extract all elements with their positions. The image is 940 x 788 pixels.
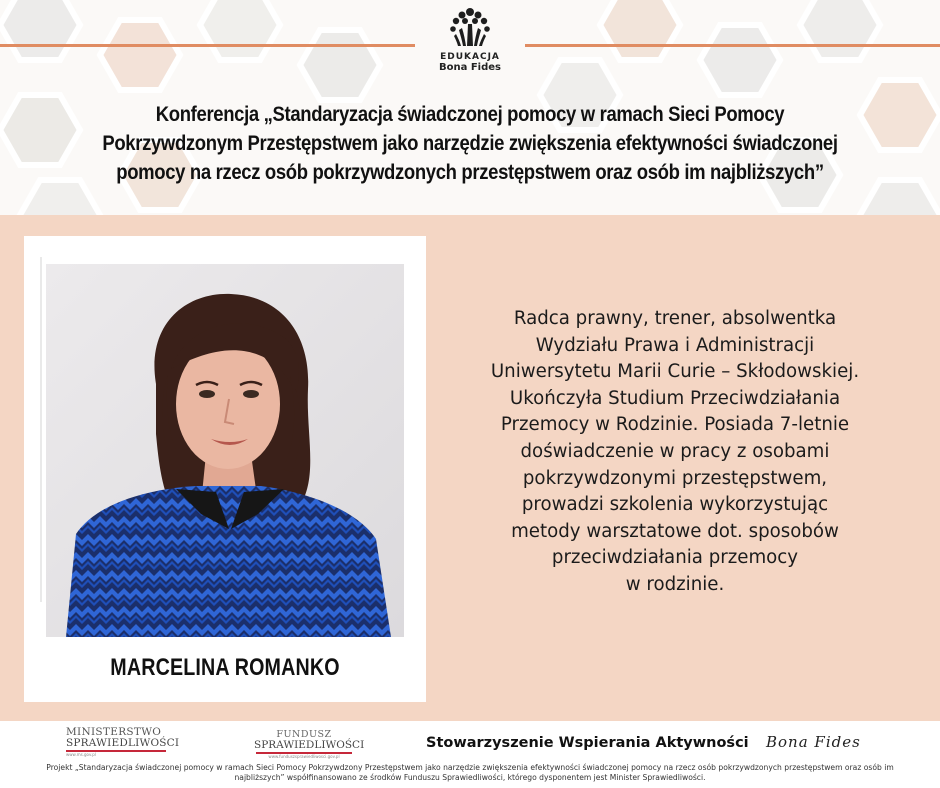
fund-line1: FUNDUSZ: [276, 729, 332, 740]
bio-line: pokrzywdzonymi przestępstwem,: [522, 467, 828, 489]
organization-script-logo: Bona Fides: [766, 733, 861, 751]
bio-line: Wydziału Prawa i Administracji: [535, 334, 815, 356]
card-divider: [40, 257, 42, 602]
ministry-line2: SPRAWIEDLIWOŚCI: [66, 737, 180, 749]
funding-legal-note: Projekt „Standaryzacja świadczonej pomocy w ramach Sieci Pomocy Pokrzywdzony Przestępstwem jako narzędzie zwiększenia efektywności świadczonej pomocy na rzecz osób pokrzywdzonych przestępstwem oraz osób im najbliższych” współfinansowano ze środków Funduszu Sprawiedliwości, którego dysponentem jest Minister Sprawiedliwości.: [46, 763, 894, 782]
fund-line2: SPRAWIEDLIWOŚCI: [254, 739, 365, 751]
bio-line: w rodzinie.: [625, 573, 725, 595]
bio-line: Uniwersytetu Marii Curie – Skłodowskiej.: [490, 361, 860, 383]
logo-line2: Bona Fides: [439, 62, 501, 73]
fund-url: www.funduszsprawiedliwosci.gov.pl: [268, 753, 340, 759]
edukacja-bona-fides-logo: [436, 6, 504, 73]
ministry-url: www.ms.gov.pl: [66, 752, 96, 757]
speaker-portrait-photo: [46, 264, 404, 637]
bio-line: Ukończyła Studium Przeciwdziałania: [509, 387, 841, 409]
organization-name: Stowarzyszenie Wspierania Aktywności: [426, 735, 749, 751]
ministry-of-justice-logo: [66, 726, 180, 757]
tree-with-people-logo-icon: [448, 6, 492, 50]
portrait-illustration: [46, 264, 404, 637]
bio-line: Przemocy w Rodzinie. Posiada 7-letnie: [500, 414, 850, 436]
bio-line: prowadzi szkolenia wykorzystując: [521, 494, 829, 516]
conference-title: Konferencja „Standaryzacja świadczonej pomocy w ramach Sieci Pomocy Pokrzywdzonym Przestępstwem jako narzędzie zwiększenia efektywności świadczonej pomocy na rzecz osób pokrzywdzonych przestępstwem oraz osób im najbliższych”: [102, 102, 838, 184]
header-banner: [0, 0, 940, 215]
bio-line: przeciwdziałania przemocy: [551, 547, 799, 569]
speaker-bio: [440, 306, 910, 599]
bio-line: metody warsztatowe dot. sposobów: [511, 520, 839, 542]
logo-line1: EDUKACJA: [440, 52, 500, 62]
bio-line: Radca prawny, trener, absolwentka: [513, 308, 837, 329]
ministry-line1: MINISTERSTWO: [66, 726, 162, 738]
speaker-name: MARCELINA ROMANKO: [110, 654, 340, 681]
header-rule-right: [525, 44, 940, 47]
header-rule-left: [0, 44, 415, 47]
bio-line: doświadczenie w pracy z osobami: [520, 440, 830, 462]
justice-fund-logo: [254, 729, 365, 759]
